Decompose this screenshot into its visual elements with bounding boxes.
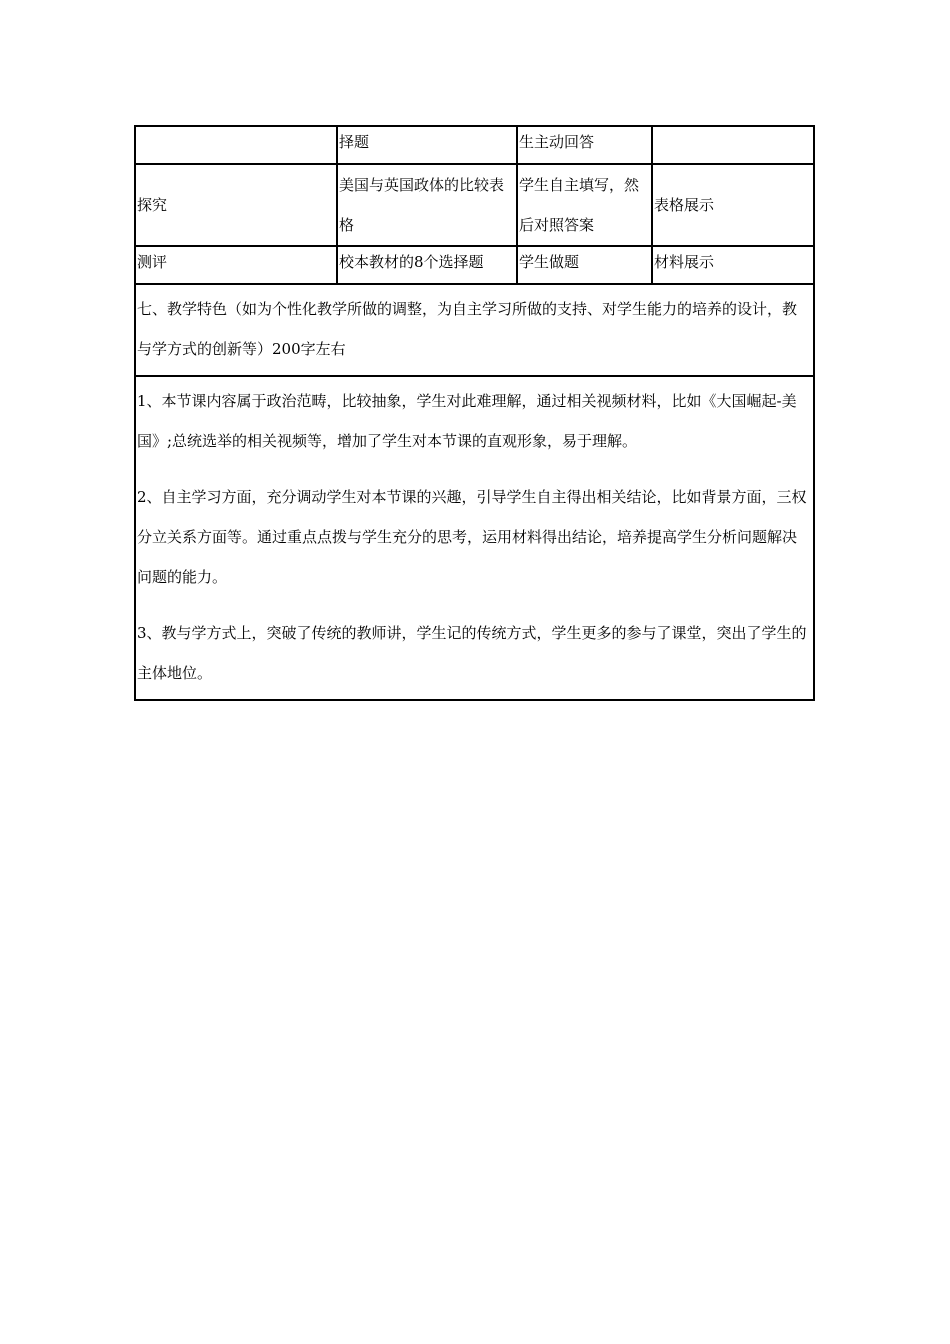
table-row — [135, 246, 814, 284]
paragraph: 3、教与学方式上，突破了传统的教师讲，学生记的传统方式，学生更多的参与了课堂，突出了学生的主体地位。 — [137, 624, 807, 682]
lesson-plan-table — [134, 125, 815, 701]
table-cell: 学生自主填写，然后对照答案 — [517, 164, 652, 246]
table-cell: 择题 — [337, 126, 517, 164]
table-cell: 测评 — [135, 246, 337, 284]
table-cell: 校本教材的8个选择题 — [337, 246, 517, 284]
table-cell: 学生做题 — [517, 246, 652, 284]
table-cell — [652, 126, 814, 164]
table-cell: 材料展示 — [652, 246, 814, 284]
table-cell: 探究 — [135, 164, 337, 246]
table-row — [135, 376, 814, 700]
table-cell: 美国与英国政体的比较表格 — [337, 164, 517, 246]
table-cell — [135, 126, 337, 164]
paragraph: 2、自主学习方面，充分调动学生对本节课的兴趣，引导学生自主得出相关结论，比如背景方面，三权分立关系方面等。通过重点点拨与学生充分的思考，运用材料得出结论，培养提高学生分析问题解决问题的能力。 — [137, 488, 807, 586]
paragraph: 1、本节课内容属于政治范畴，比较抽象，学生对此难理解，通过相关视频材料，比如《大国崛起-美国》;总统选举的相关视频等，增加了学生对本节课的直观形象，易于理解。 — [137, 392, 797, 450]
section-heading: 七、教学特色（如为个性化教学所做的调整，为自主学习所做的支持、对学生能力的培养的设计，教与学方式的创新等）200字左右 — [135, 284, 814, 376]
table-cell: 生主动回答 — [517, 126, 652, 164]
table-row — [135, 164, 814, 246]
table-row — [135, 284, 814, 376]
table-cell: 表格展示 — [652, 164, 814, 246]
table-row — [135, 126, 814, 164]
features-cell — [135, 376, 814, 700]
